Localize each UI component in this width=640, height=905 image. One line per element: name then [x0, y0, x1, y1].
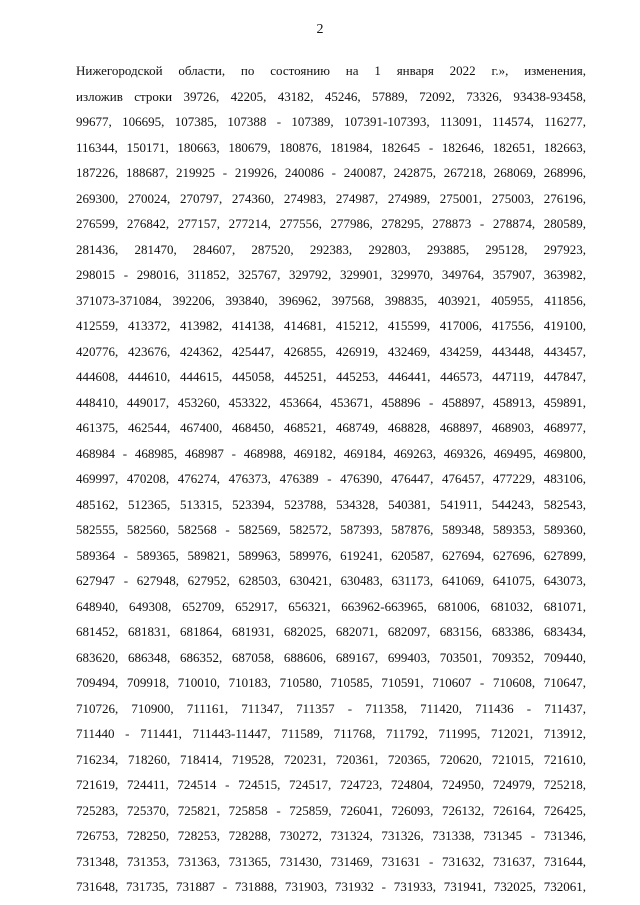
text-line-18: 485162, 512365, 513315, 523394, 523788, 534328, 540381, 541911, 544243, 582543,	[76, 496, 586, 512]
text-line-6: 269300, 270024, 270797, 274360, 274983, 274987, 274989, 275001, 275003, 276196,	[76, 190, 586, 206]
text-line-33: 731648, 731735, 731887 - 731888, 731903, 731932 - 731933, 731941, 732025, 732061,	[76, 879, 586, 894]
text-line-7: 276599, 276842, 277157, 277214, 277556, 277986, 278295, 278873 - 278874, 280589,	[76, 216, 586, 231]
page-number: 2	[316, 22, 324, 37]
text-line-10: 371073-371084, 392206, 393840, 396962, 397568, 398835, 403921, 405955, 411856,	[76, 292, 586, 308]
text-line-32: 731348, 731353, 731363, 731365, 731430, 731469, 731631 - 731632, 731637, 731644,	[76, 853, 586, 869]
text-line-14: 448410, 449017, 453260, 453322, 453664, 453671, 458896 - 458897, 458913, 459891,	[76, 394, 586, 410]
amendment-text	[76, 58, 586, 900]
text-line-28: 716234, 718260, 718414, 719528, 720231, 720361, 720365, 720620, 721015, 721610,	[76, 751, 586, 767]
text-line-23: 681452, 681831, 681864, 681931, 682025, 682071, 682097, 683156, 683386, 683434,	[76, 624, 586, 639]
text-line-27: 711440 - 711441, 711443-11447, 711589, 711768, 711792, 711995, 712021, 713912,	[76, 726, 586, 741]
text-line-4: 116344, 150171, 180663, 180679, 180876, 181984, 182645 - 182646, 182651, 182663,	[76, 139, 586, 155]
text-line-2: изложив строки 39726, 42205, 43182, 45246, 57889, 72092, 73326, 93438-93458,	[76, 88, 586, 104]
text-line-17: 469997, 470208, 476274, 476373, 476389 - 476390, 476447, 476457, 477229, 483106,	[76, 471, 586, 486]
text-line-1: Нижегородской области, по состоянию на 1 января 2022 г.», изменения,	[76, 63, 586, 78]
text-line-29: 721619, 724411, 724514 - 724515, 724517, 724723, 724804, 724950, 724979, 725218,	[76, 777, 586, 792]
text-line-20: 589364 - 589365, 589821, 589963, 589976, 619241, 620587, 627694, 627696, 627899,	[76, 547, 586, 563]
text-line-24: 683620, 686348, 686352, 687058, 688606, 689167, 699403, 703501, 709352, 709440,	[76, 649, 586, 665]
text-line-30: 725283, 725370, 725821, 725858 - 725859, 726041, 726093, 726132, 726164, 726425,	[76, 802, 586, 818]
text-line-22: 648940, 649308, 652709, 652917, 656321, 663962-663965, 681006, 681032, 681071,	[76, 598, 586, 614]
text-line-16: 468984 - 468985, 468987 - 468988, 469182, 469184, 469263, 469326, 469495, 469800,	[76, 445, 586, 461]
text-line-8: 281436, 281470, 284607, 287520, 292383, 292803, 293885, 295128, 297923,	[76, 241, 586, 257]
text-line-21: 627947 - 627948, 627952, 628503, 630421, 630483, 631173, 641069, 641075, 643073,	[76, 573, 586, 588]
text-line-15: 461375, 462544, 467400, 468450, 468521, 468749, 468828, 468897, 468903, 468977,	[76, 420, 586, 435]
text-line-31: 726753, 728250, 728253, 728288, 730272, 731324, 731326, 731338, 731345 - 731346,	[76, 828, 586, 843]
text-line-5: 187226, 188687, 219925 - 219926, 240086 - 240087, 242875, 267218, 268069, 268996,	[76, 165, 586, 180]
text-line-26: 710726, 710900, 711161, 711347, 711357 - 711358, 711420, 711436 - 711437,	[76, 700, 586, 716]
text-line-11: 412559, 413372, 413982, 414138, 414681, 415212, 415599, 417006, 417556, 419100,	[76, 318, 586, 333]
text-line-9: 298015 - 298016, 311852, 325767, 329792, 329901, 329970, 349764, 357907, 363982,	[76, 267, 586, 282]
text-line-3: 99677, 106695, 107385, 107388 - 107389, 107391-107393, 113091, 114574, 116277,	[76, 114, 586, 129]
text-line-25: 709494, 709918, 710010, 710183, 710580, 710585, 710591, 710607 - 710608, 710647,	[76, 675, 586, 690]
text-line-12: 420776, 423676, 424362, 425447, 426855, 426919, 432469, 434259, 443448, 443457,	[76, 343, 586, 359]
text-line-19: 582555, 582560, 582568 - 582569, 582572, 587393, 587876, 589348, 589353, 589360,	[76, 522, 586, 537]
text-line-13: 444608, 444610, 444615, 445058, 445251, 445253, 446441, 446573, 447119, 447847,	[76, 369, 586, 384]
